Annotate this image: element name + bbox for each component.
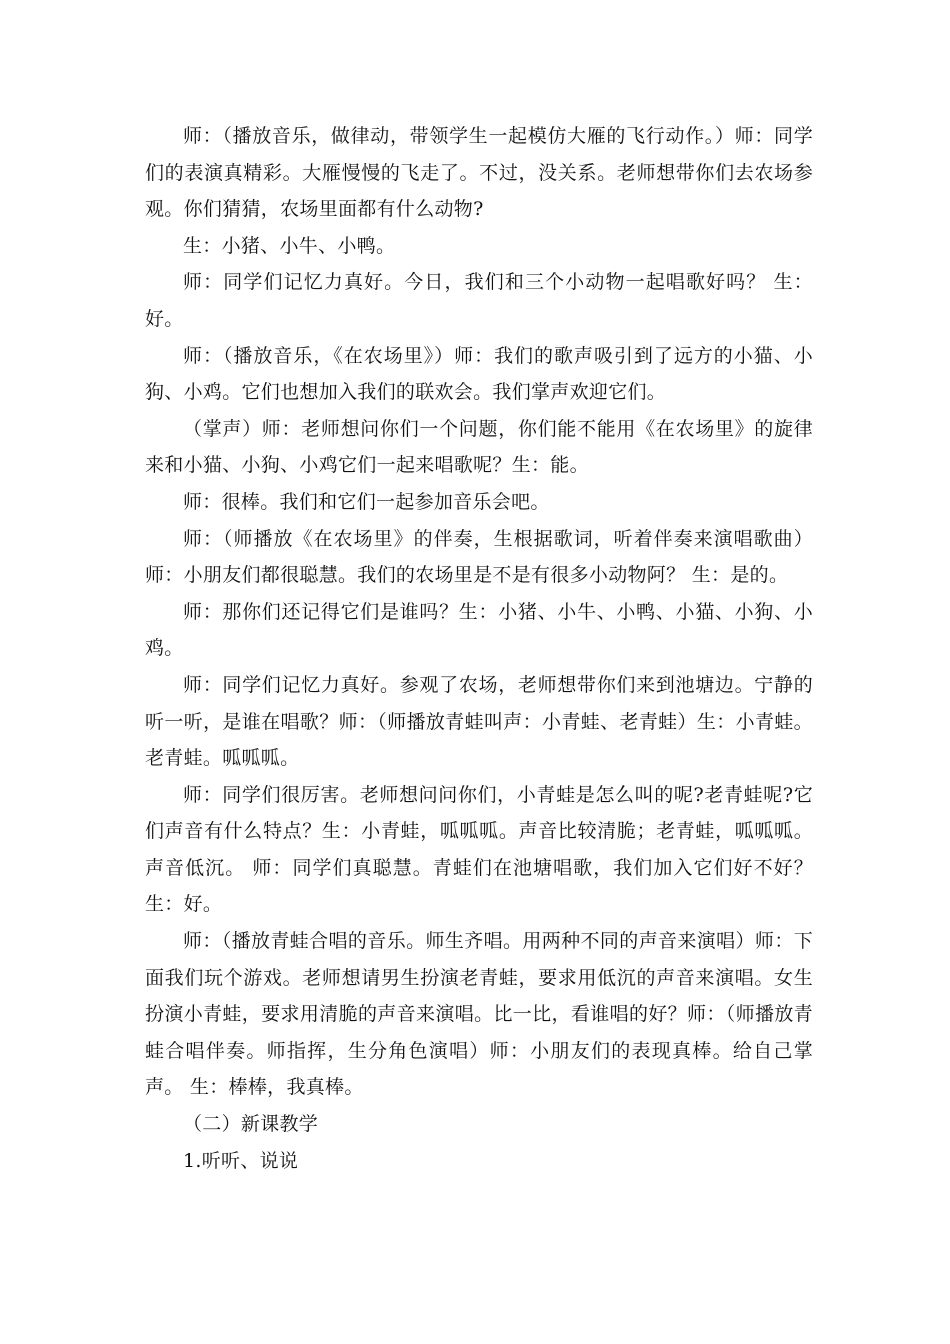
paragraph-3: 师：同学们记忆力真好。今日，我们和三个小动物一起唱歌好吗？ 生：好。	[145, 271, 813, 330]
paragraph-2: 生：小猪、小牛、小鸭。	[183, 234, 396, 257]
document-body	[145, 118, 813, 1179]
paragraph-4: 师：（播放音乐，《在农场里》）师：我们的歌声吸引到了远方的小猫、小狗、小鸡。它们也想加入我们的联欢会。我们掌声欢迎它们。	[145, 344, 813, 404]
paragraph-7: 师：（师播放《在农场里》的伴奏，生根据歌词，听着伴奏来演唱歌曲）师：小朋友们都很聪慧。我们的农场里是不是有很多小动物阿？ 生：是的。	[145, 527, 813, 587]
paragraph-6: 师：很棒。我们和它们一起参加音乐会吧。	[183, 490, 550, 513]
paragraph-10: 师：同学们很厉害。老师想问问你们，小青蛙是怎么叫的呢?老青蛙呢?它们声音有什么特点？生：小青蛙，呱呱呱。声音比较清脆；老青蛙，呱呱呱。声音低沉。 师：同学们真聪慧。青蛙们在池塘唱歌，我们加入它们好不好？生：好。	[145, 783, 813, 916]
paragraph-1: 师：（播放音乐，做律动，带领学生一起模仿大雁的飞行动作。）师：同学们的表演真精彩。大雁慢慢的飞走了。不过，没关系。老师想带你们去农场参观。你们猜猜，农场里面都有什么动物?	[145, 125, 813, 221]
paragraph-9: 师：同学们记忆力真好。参观了农场，老师想带你们来到池塘边。宁静的听一听，是谁在唱歌？师：（师播放青蛙叫声：小青蛙、老青蛙）生：小青蛙。老青蛙。呱呱呱。	[145, 673, 813, 770]
paragraph-11: 师：（播放青蛙合唱的音乐。师生齐唱。用两种不同的声音来演唱）师：下面我们玩个游戏。老师想请男生扮演老青蛙，要求用低沉的声音来演唱。女生扮演小青蛙，要求用清脆的声音来演唱。比一比，看谁唱的好？师：（师播放青蛙合唱伴奏。师指挥，生分角色演唱）师：小朋友们的表现真棒。给自己掌声。 生：棒棒，我真棒。	[145, 930, 813, 1099]
subsection-heading: 1.听听、说说	[183, 1149, 299, 1172]
paragraph-8: 师：那你们还记得它们是谁吗？生：小猪、小牛、小鸭、小猫、小狗、小鸡。	[145, 600, 813, 660]
paragraph-5: （掌声）师：老师想问你们一个问题，你们能不能用《在农场里》的旋律来和小猫、小狗、小鸡它们一起来唱歌呢？生：能。	[145, 417, 813, 477]
section-heading: （二）新课教学	[183, 1113, 319, 1136]
